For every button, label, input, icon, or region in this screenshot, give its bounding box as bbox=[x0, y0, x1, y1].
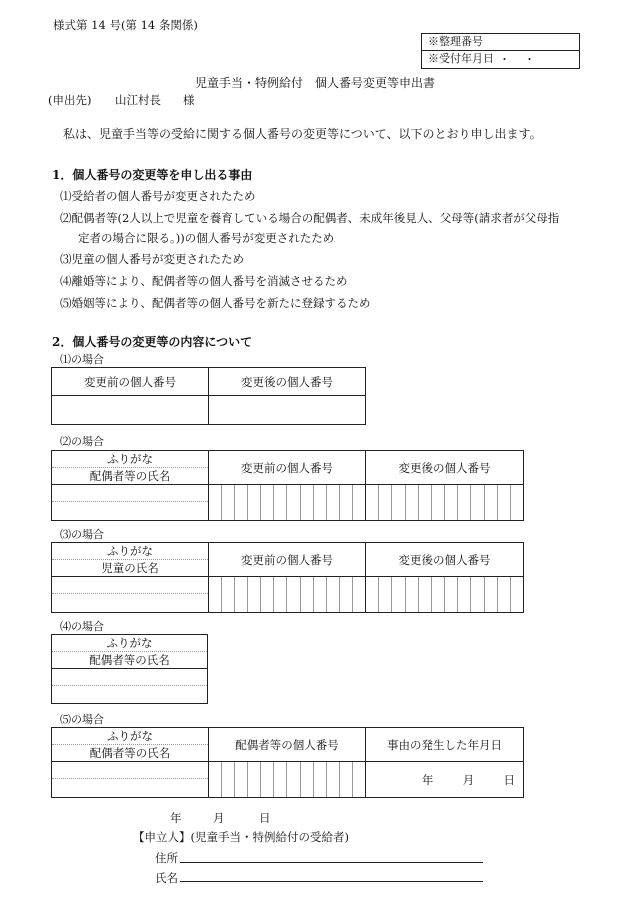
case3-after-digits[interactable] bbox=[366, 577, 524, 613]
name-line[interactable] bbox=[180, 881, 483, 882]
form-title: 児童手当・特例給付 個人番号変更等申出書 bbox=[194, 76, 435, 90]
case5-name-header: 配偶者等の氏名 bbox=[52, 745, 209, 762]
case5-name-input[interactable] bbox=[52, 779, 209, 798]
address-label: 住所 bbox=[155, 851, 178, 865]
reason-5: ⑸婚姻等により、配偶者等の個人番号を新たに登録するため bbox=[60, 296, 371, 310]
case5-day: 日 bbox=[503, 772, 515, 787]
address-line[interactable] bbox=[180, 862, 483, 863]
case1-table bbox=[51, 367, 366, 425]
case5-furigana-input[interactable] bbox=[52, 762, 209, 779]
reason-3: ⑶児童の個人番号が変更されたため bbox=[60, 252, 244, 266]
reason-4: ⑷離婚等により、配偶者等の個人番号を消滅させるため bbox=[60, 274, 348, 288]
date-dots: ・・ bbox=[499, 53, 549, 66]
seiri-number-label: ※整理番号 bbox=[428, 35, 483, 48]
form-number: 様式第 14 号(第 14 条関係) bbox=[53, 18, 198, 32]
footer-year: 年 bbox=[170, 811, 182, 825]
case2-furigana-input[interactable] bbox=[52, 485, 209, 502]
addressee-honorific: 様 bbox=[183, 93, 195, 107]
case5-date-input[interactable] bbox=[366, 762, 524, 798]
case2-name-header: 配偶者等の氏名 bbox=[52, 468, 209, 485]
case2-after-header: 変更後の個人番号 bbox=[366, 451, 524, 485]
case1-after-digits[interactable] bbox=[209, 396, 366, 425]
case1-before-header: 変更前の個人番号 bbox=[52, 368, 209, 396]
case3-before-header: 変更前の個人番号 bbox=[209, 543, 366, 577]
case4-table bbox=[51, 634, 208, 704]
case3-name-input[interactable] bbox=[52, 594, 209, 613]
applicant-label: 【申立人】(児童手当・特例給付の受給者) bbox=[133, 830, 349, 844]
case2-furigana-header: ふりがな bbox=[52, 451, 209, 468]
office-use-box bbox=[421, 33, 580, 69]
addressee-prefix: (申出先) bbox=[48, 93, 92, 107]
case4-name-header: 配偶者等の氏名 bbox=[52, 652, 208, 669]
case5-year: 年 bbox=[421, 772, 434, 787]
case5-number-digits[interactable] bbox=[209, 762, 366, 798]
case2-name-input[interactable] bbox=[52, 502, 209, 521]
section1-heading: 1．個人番号の変更等を申し出る事由 bbox=[52, 168, 253, 182]
case3-furigana-header: ふりがな bbox=[52, 543, 209, 560]
name-label: 氏名 bbox=[155, 871, 178, 885]
uketsuke-date-label: ※受付年月日 bbox=[422, 50, 579, 67]
case5-month: 月 bbox=[462, 772, 475, 787]
reason-2-cont: 定者の場合に限る。))の個人番号が変更されたため bbox=[78, 231, 335, 245]
intro-text: 私は、児童手当等の受給に関する個人番号の変更等について、以下のとおり申し出ます。 bbox=[63, 127, 542, 141]
case4-label: ⑷の場合 bbox=[60, 620, 104, 633]
case5-label: ⑸の場合 bbox=[60, 713, 104, 726]
footer-month: 月 bbox=[213, 811, 225, 825]
case5-furigana-header: ふりがな bbox=[52, 728, 209, 745]
case4-furigana-header: ふりがな bbox=[52, 635, 208, 652]
case3-furigana-input[interactable] bbox=[52, 577, 209, 594]
case3-after-header: 変更後の個人番号 bbox=[366, 543, 524, 577]
addressee-name: 山江村長 bbox=[115, 93, 161, 107]
case2-before-header: 変更前の個人番号 bbox=[209, 451, 366, 485]
case2-before-digits[interactable] bbox=[209, 485, 366, 521]
case5-number-header: 配偶者等の個人番号 bbox=[209, 728, 366, 762]
case2-label: ⑵の場合 bbox=[60, 435, 104, 448]
reason-1: ⑴受給者の個人番号が変更されたため bbox=[60, 189, 256, 203]
case3-table bbox=[51, 542, 524, 613]
case3-label: ⑶の場合 bbox=[60, 528, 104, 541]
case2-after-digits[interactable] bbox=[366, 485, 524, 521]
case1-after-header: 変更後の個人番号 bbox=[209, 368, 366, 396]
section2-heading: 2．個人番号の変更等の内容について bbox=[52, 335, 253, 349]
case1-label: ⑴の場合 bbox=[60, 353, 104, 366]
case4-furigana-input[interactable] bbox=[52, 669, 208, 686]
reason-2: ⑵配偶者等(2人以上で児童を養育している場合の配偶者、未成年後見人、父母等(請求者が父母指 bbox=[60, 211, 560, 225]
case4-name-input[interactable] bbox=[52, 686, 208, 704]
case5-table bbox=[51, 727, 524, 798]
case2-table bbox=[51, 450, 524, 521]
case1-before-digits[interactable] bbox=[52, 396, 209, 425]
case5-date-header: 事由の発生した年月日 bbox=[366, 728, 524, 762]
footer-day: 日 bbox=[259, 811, 271, 825]
case3-before-digits[interactable] bbox=[209, 577, 366, 613]
case3-name-header: 児童の氏名 bbox=[52, 560, 209, 577]
